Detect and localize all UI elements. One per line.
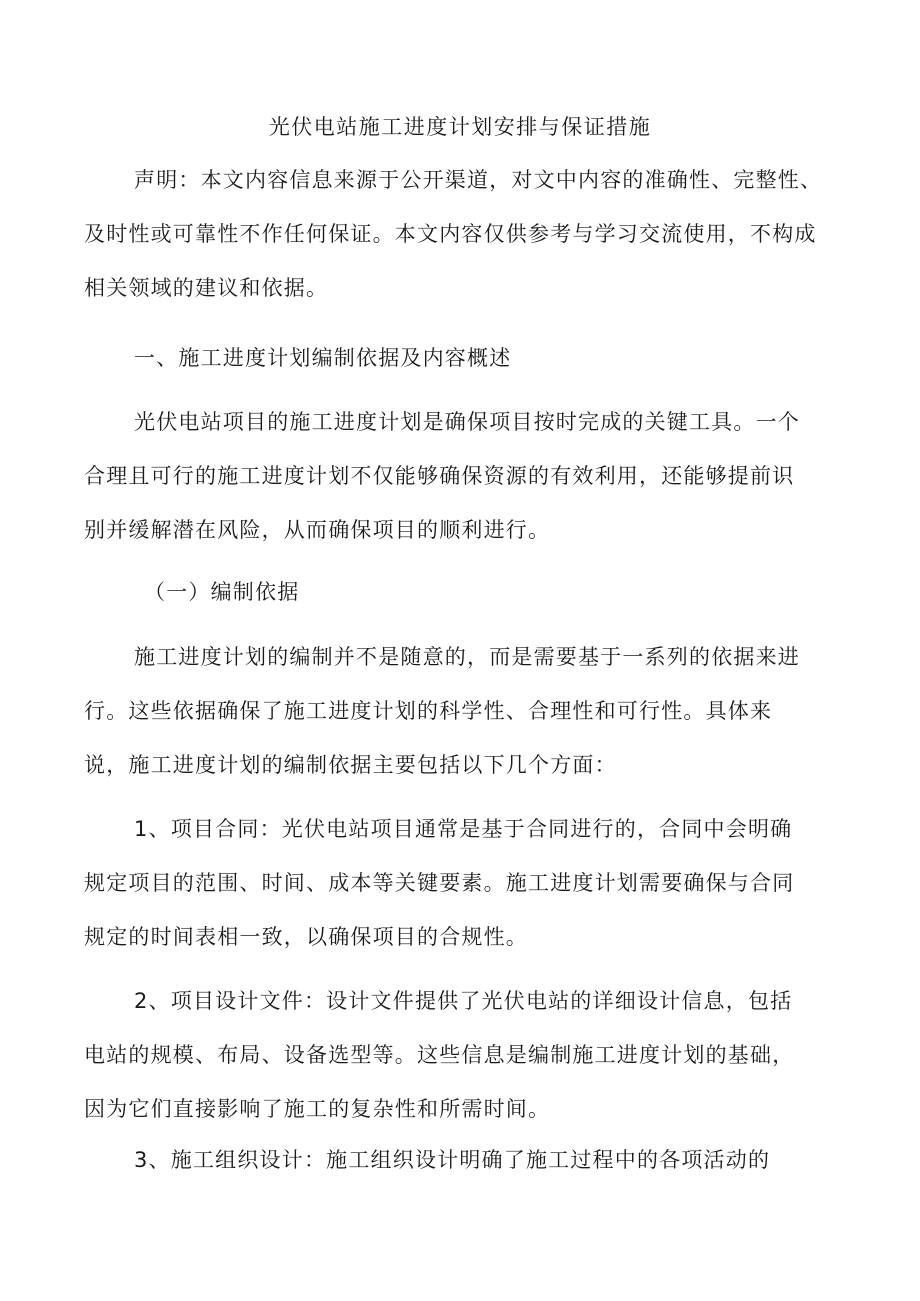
list-item-line: 2、项目设计文件：设计文件提供了光伏电站的详细设计信息，包括 — [134, 989, 793, 1013]
paragraph-line: 合理且可行的施工进度计划不仅能够确保资源的有效利用，还能够提前识 — [84, 464, 795, 488]
paragraph-line: 说，施工进度计划的编制依据主要包括以下几个方面： — [84, 753, 617, 777]
document-title: 光伏电站施工进度计划安排与保证措施 — [268, 115, 652, 139]
list-item-line: 电站的规模、布局、设备选型等。这些信息是编制施工进度计划的基础， — [84, 1043, 795, 1067]
disclaimer-line: 相关领域的建议和依据。 — [84, 276, 329, 300]
subsection-heading: （一）编制依据 — [144, 580, 300, 604]
list-item-line: 规定的时间表相一致，以确保项目的合规性。 — [84, 925, 528, 949]
paragraph-line: 别并缓解潜在风险，从而确保项目的顺利进行。 — [84, 518, 551, 542]
section-heading: 一、施工进度计划编制依据及内容概述 — [134, 346, 512, 370]
list-item-line: 因为它们直接影响了施工的复杂性和所需时间。 — [84, 1097, 551, 1121]
disclaimer-line: 及时性或可靠性不作任何保证。本文内容仅供参考与学习交流使用，不构成 — [84, 222, 817, 246]
paragraph-line: 行。这些依据确保了施工进度计划的科学性、合理性和可行性。具体来 — [84, 699, 773, 723]
list-item-line: 3、施工组织设计：施工组织设计明确了施工过程中的各项活动的 — [134, 1148, 771, 1172]
list-item-line: 1、项目合同：光伏电站项目通常是基于合同进行的，合同中会明确 — [134, 817, 793, 841]
paragraph-line: 施工进度计划的编制并不是随意的，而是需要基于一系列的依据来进 — [134, 645, 800, 669]
paragraph-line: 光伏电站项目的施工进度计划是确保项目按时完成的关键工具。一个 — [134, 410, 800, 434]
disclaimer-line: 声明：本文内容信息来源于公开渠道，对文中内容的准确性、完整性、 — [134, 168, 823, 192]
list-item-line: 规定项目的范围、时间、成本等关键要素。施工进度计划需要确保与合同 — [84, 871, 795, 895]
